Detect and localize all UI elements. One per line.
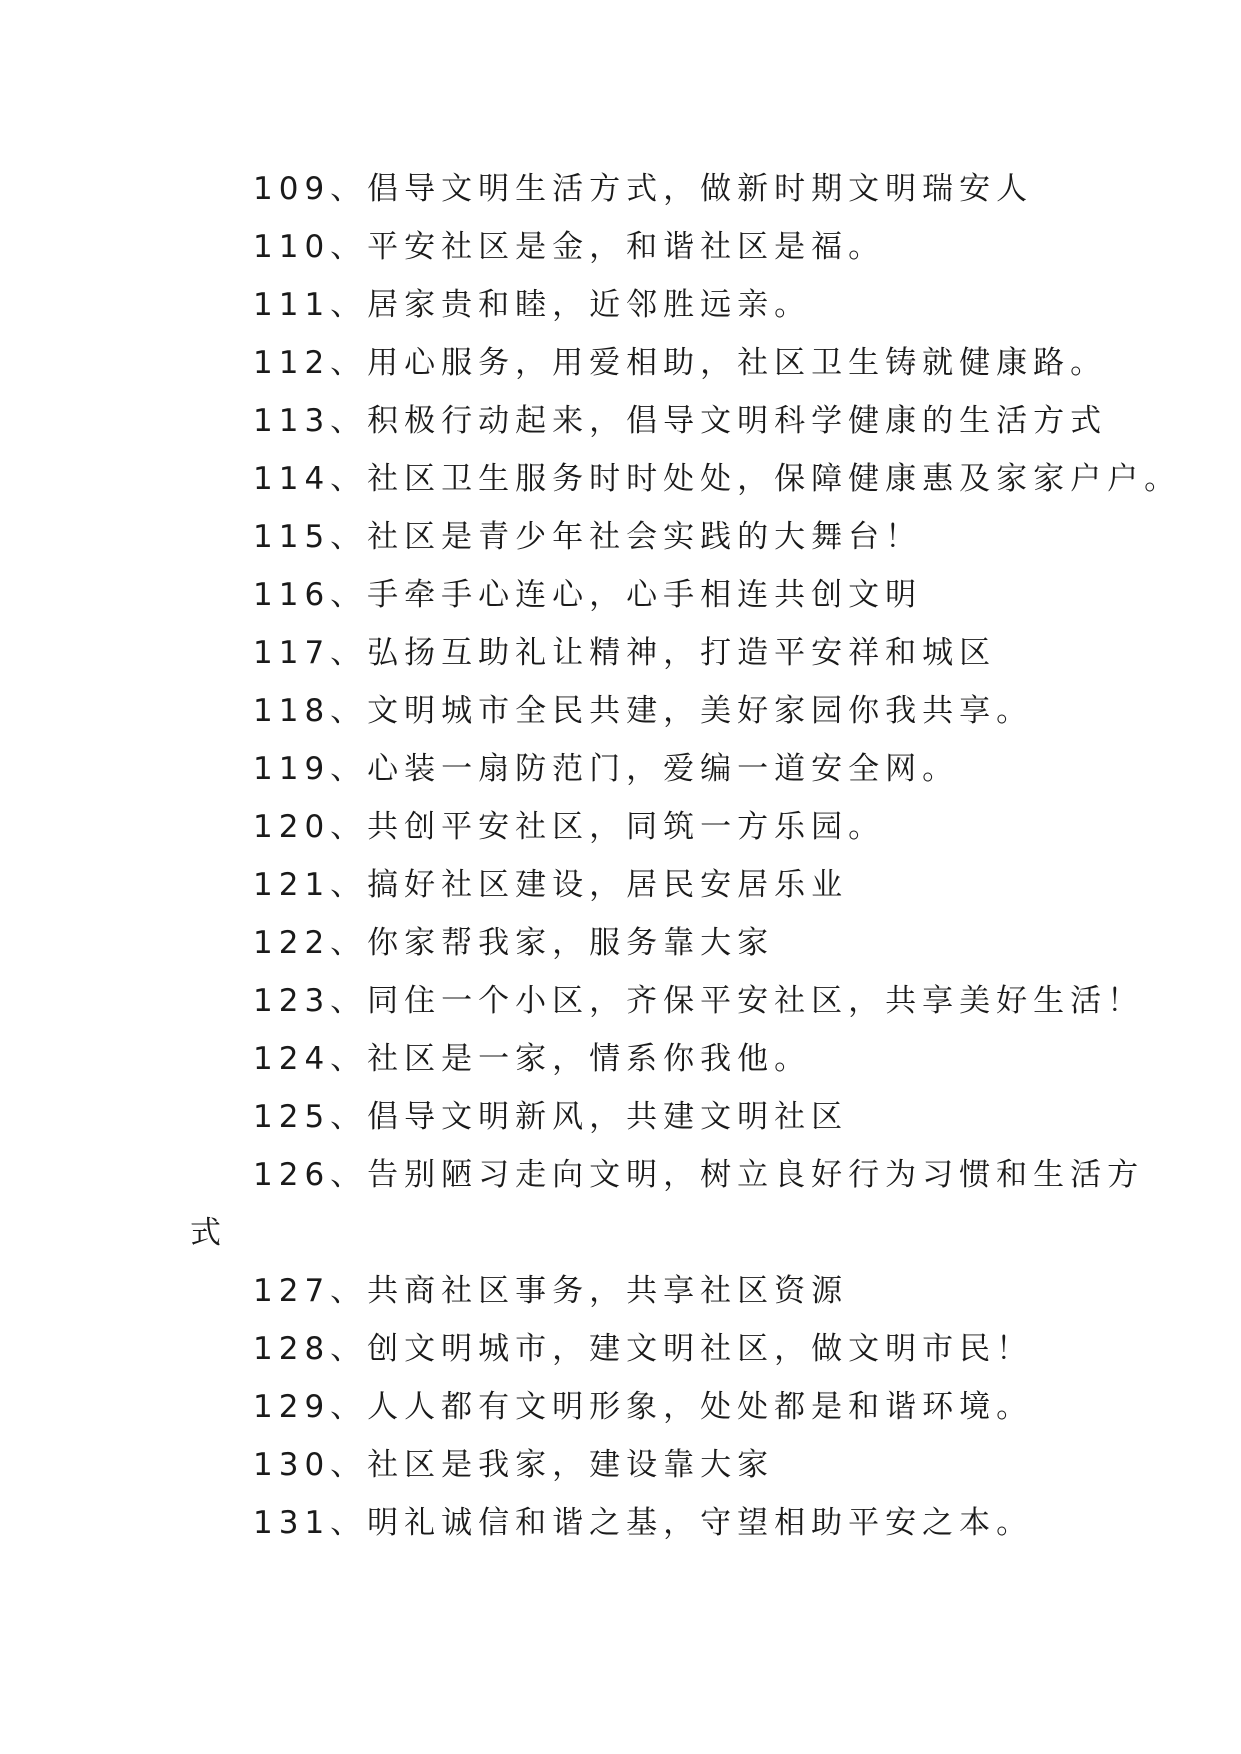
list-item-123: 123、同住一个小区，齐保平安社区，共享美好生活！ [253,983,1145,1019]
list-item-113: 113、积极行动起来，倡导文明科学健康的生活方式 [253,403,1108,439]
list-item-122: 122、你家帮我家，服务靠大家 [253,925,775,961]
list-item-128: 128、创文明城市，建文明社区，做文明市民！ [253,1331,1034,1367]
list-item-117: 117、弘扬互助礼让精神，打造平安祥和城区 [253,635,997,671]
list-item-131: 131、明礼诚信和谐之基，守望相助平安之本。 [253,1505,1034,1541]
list-item-127: 127、共商社区事务，共享社区资源 [253,1273,849,1309]
list-item-109: 109、倡导文明生活方式，做新时期文明瑞安人 [253,171,1034,207]
list-item-129: 129、人人都有文明形象，处处都是和谐环境。 [253,1389,1034,1425]
list-item-110: 110、平安社区是金，和谐社区是福。 [253,229,886,265]
list-item-119: 119、心装一扇防范门，爱编一道安全网。 [253,751,960,787]
list-item-130: 130、社区是我家，建设靠大家 [253,1447,775,1483]
list-item-111: 111、居家贵和睦，近邻胜远亲。 [253,287,812,323]
slogan-list [190,160,1182,1552]
list-item-112: 112、用心服务，用爱相助，社区卫生铸就健康路。 [253,345,1108,381]
list-item-121: 121、搞好社区建设，居民安居乐业 [253,867,849,903]
list-item-120: 120、共创平安社区，同筑一方乐园。 [253,809,886,845]
list-item-116: 116、手牵手心连心，心手相连共创文明 [253,577,923,613]
list-item-126-continuation: 式 [190,1215,227,1251]
list-item-114: 114、社区卫生服务时时处处，保障健康惠及家家户户。 [253,461,1182,497]
list-item-124: 124、社区是一家，情系你我他。 [253,1041,812,1077]
list-item-125: 125、倡导文明新风，共建文明社区 [253,1099,849,1135]
list-item-115: 115、社区是青少年社会实践的大舞台！ [253,519,923,555]
list-item-118: 118、文明城市全民共建，美好家园你我共享。 [253,693,1034,729]
list-item-126: 126、告别陋习走向文明，树立良好行为习惯和生活方 [253,1157,1145,1193]
